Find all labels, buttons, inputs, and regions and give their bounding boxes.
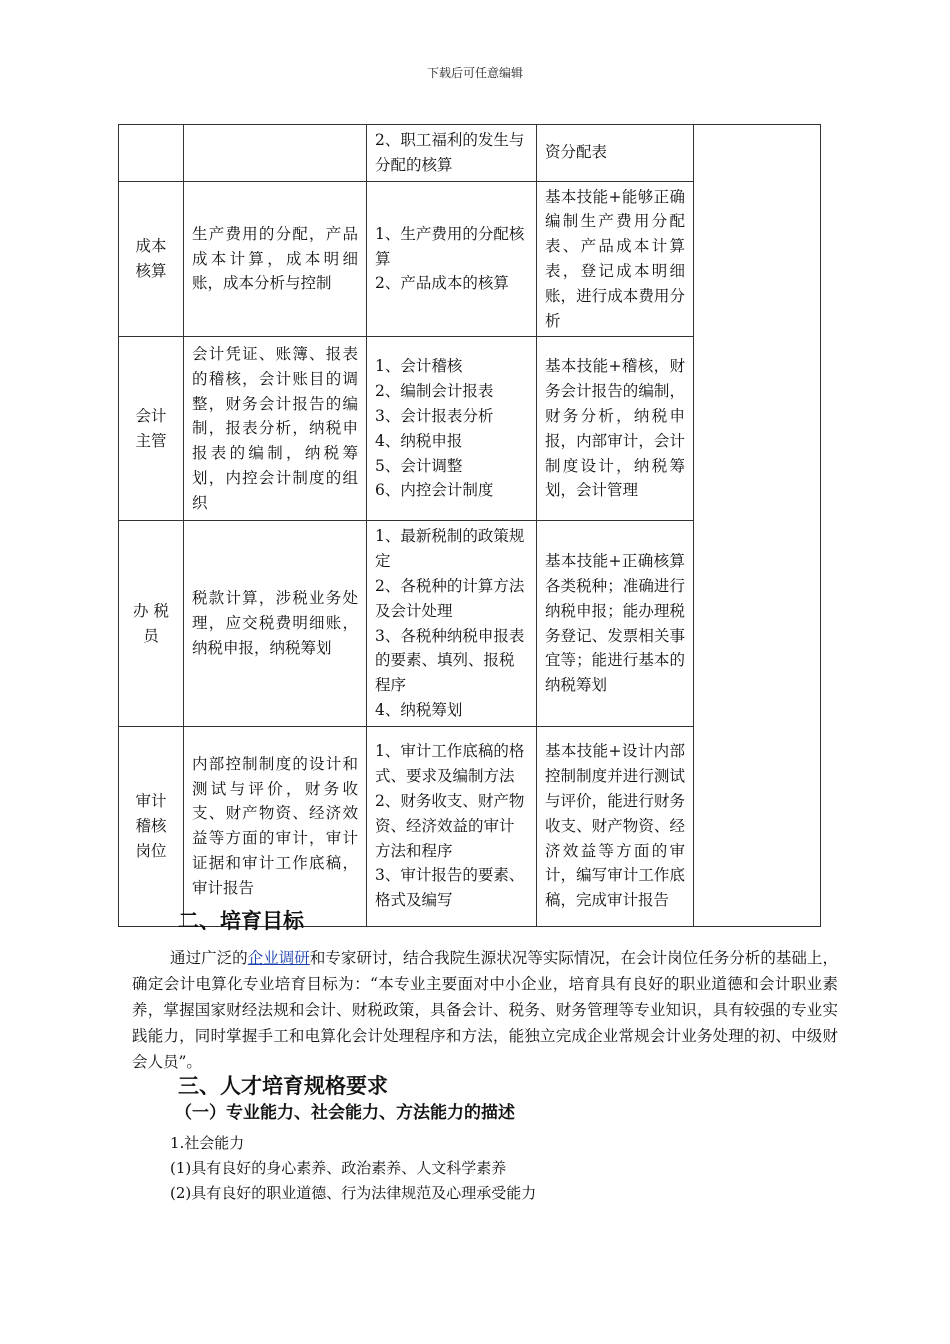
- knowledge-items-cell-text: 2、财务收支、财产物资、经济效益的审计方法和程序: [375, 792, 525, 860]
- knowledge-items-cell: [367, 125, 537, 182]
- social-ability-item-1: (1)具有良好的身心素养、政治素养、人文科学素养: [170, 1159, 507, 1177]
- knowledge-items-cell-text: 2、产品成本的核算: [375, 274, 509, 293]
- knowledge-items-cell: [367, 521, 537, 726]
- page-header: 下载后可任意编辑: [426, 66, 523, 80]
- social-ability-item-2: (2)具有良好的职业道德、行为法律规范及心理承受能力: [170, 1184, 537, 1202]
- task-content-cell: [184, 125, 367, 182]
- role-cell: 成本 核算: [119, 181, 184, 337]
- knowledge-items-cell-text: 4、纳税筹划: [375, 700, 463, 719]
- enterprise-research-link[interactable]: 企业调研: [247, 949, 310, 967]
- knowledge-items-cell-text: 3、审计报告的要素、格式及编写: [375, 866, 525, 910]
- job-competency-table: [118, 124, 821, 927]
- task-content-cell-text: 生产费用的分配，产品成本计算，成本明细账，成本分析与控制: [192, 224, 358, 293]
- knowledge-items-cell-text: 2、职工福利的发生与分配的核算: [375, 131, 525, 174]
- task-content-cell: [184, 521, 367, 726]
- knowledge-items-cell-text: 1、会计稽核: [375, 357, 463, 376]
- role-cell: 审计 稽核 岗位: [119, 726, 184, 926]
- ability-requirement-cell-text: 基本技能+设计内部控制制度并进行测试与评价，能进行财务收支、财产物资、经济效益等方面的审计，编写审计工作底稿，完成审计报告: [545, 742, 685, 910]
- task-content-cell: [184, 337, 367, 521]
- knowledge-items-cell-text: 2、各税种的计算方法及会计处理: [375, 576, 525, 620]
- task-content-cell-text: 税款计算，涉税业务处理，应交税费明细账，纳税申报，纳税筹划: [192, 589, 358, 657]
- ability-requirement-cell: [537, 726, 694, 926]
- para-text-2: 和专家研讨，结合我院生源状况等实际情况，在会计岗位任务分析的基础上，确定会计电算化专业培育目标为：“本专业主要面对中小企业，培育具有良好的职业道德和会计职业素养，掌握国家财经法规和会计、财税政策，具备会计、税务、财务管理等专业知识，具有较强的专业实践能力，同时掌握手工和电算化会计处理程序和方法，能独立完成企业常规会计业务处理的初、中级财会人员”。: [132, 949, 838, 1071]
- section-2-title: 二、培育目标: [178, 909, 304, 933]
- ability-requirement-cell-text: 基本技能+稽核，财务会计报告的编制，财务分析，纳税申报，内部审计，会计制度设计，纳税筹划，会计管理: [545, 357, 685, 500]
- knowledge-items-cell-text: 1、生产费用的分配核算: [375, 224, 525, 268]
- ability-requirement-cell: [537, 181, 694, 337]
- knowledge-items-cell-text: 1、最新税制的政策规定: [375, 527, 525, 571]
- knowledge-items-cell-text: 3、各税种纳税申报表的要素、填列、报税程序: [375, 626, 525, 695]
- knowledge-items-cell: [367, 337, 537, 521]
- ability-requirement-cell-text: 基本技能+能够正确编制生产费用分配表、产品成本计算表，登记成本明细账，进行成本费用分析: [545, 187, 685, 330]
- role-cell: 办 税 员: [119, 521, 184, 726]
- task-content-cell-text: 会计凭证、账簿、报表的稽核，会计账目的调整，财务会计报告的编制，报表分析，纳税申报表的编制，纳税筹划，内控会计制度的组织: [192, 345, 358, 512]
- empty-cell: [694, 125, 821, 927]
- role-cell: [119, 125, 184, 182]
- section-3-title: 三、人才培育规格要求: [178, 1074, 388, 1098]
- ability-requirement-cell: [537, 521, 694, 726]
- ability-requirement-cell: [537, 337, 694, 521]
- task-content-cell: [184, 181, 367, 337]
- section-2-paragraph: [132, 945, 838, 1075]
- task-content-cell-text: 内部控制制度的设计和测试与评价，财务收支、财产物资、经济效益等方面的审计，审计证据和审计工作底稿，审计报告: [192, 754, 358, 897]
- role-cell: 会计 主管: [119, 337, 184, 521]
- ability-requirement-cell-text: 基本技能+正确核算各类税种；准确进行纳税申报；能办理税务登记、发票相关事宜等；能进行基本的纳税筹划: [545, 552, 685, 695]
- knowledge-items-cell-text: 6、内控会计制度: [375, 481, 494, 500]
- knowledge-items-cell-text: 1、审计工作底稿的格式、要求及编制方法: [375, 742, 525, 786]
- ability-requirement-cell-text: 资分配表: [545, 143, 608, 162]
- knowledge-items-cell-text: 4、纳税申报: [375, 431, 463, 450]
- knowledge-items-cell: [367, 726, 537, 926]
- social-ability-heading: 1.社会能力: [170, 1134, 245, 1152]
- knowledge-items-cell-text: 3、会计报表分析: [375, 407, 494, 426]
- section-3-subtitle: （一）专业能力、社会能力、方法能力的描述: [175, 1103, 515, 1123]
- table-row: [119, 125, 821, 182]
- knowledge-items-cell: [367, 181, 537, 337]
- ability-requirement-cell: [537, 125, 694, 182]
- task-content-cell: [184, 726, 367, 926]
- para-text-1: 通过广泛的: [170, 949, 248, 967]
- knowledge-items-cell-text: 5、会计调整: [375, 456, 463, 475]
- knowledge-items-cell-text: 2、编制会计报表: [375, 382, 494, 401]
